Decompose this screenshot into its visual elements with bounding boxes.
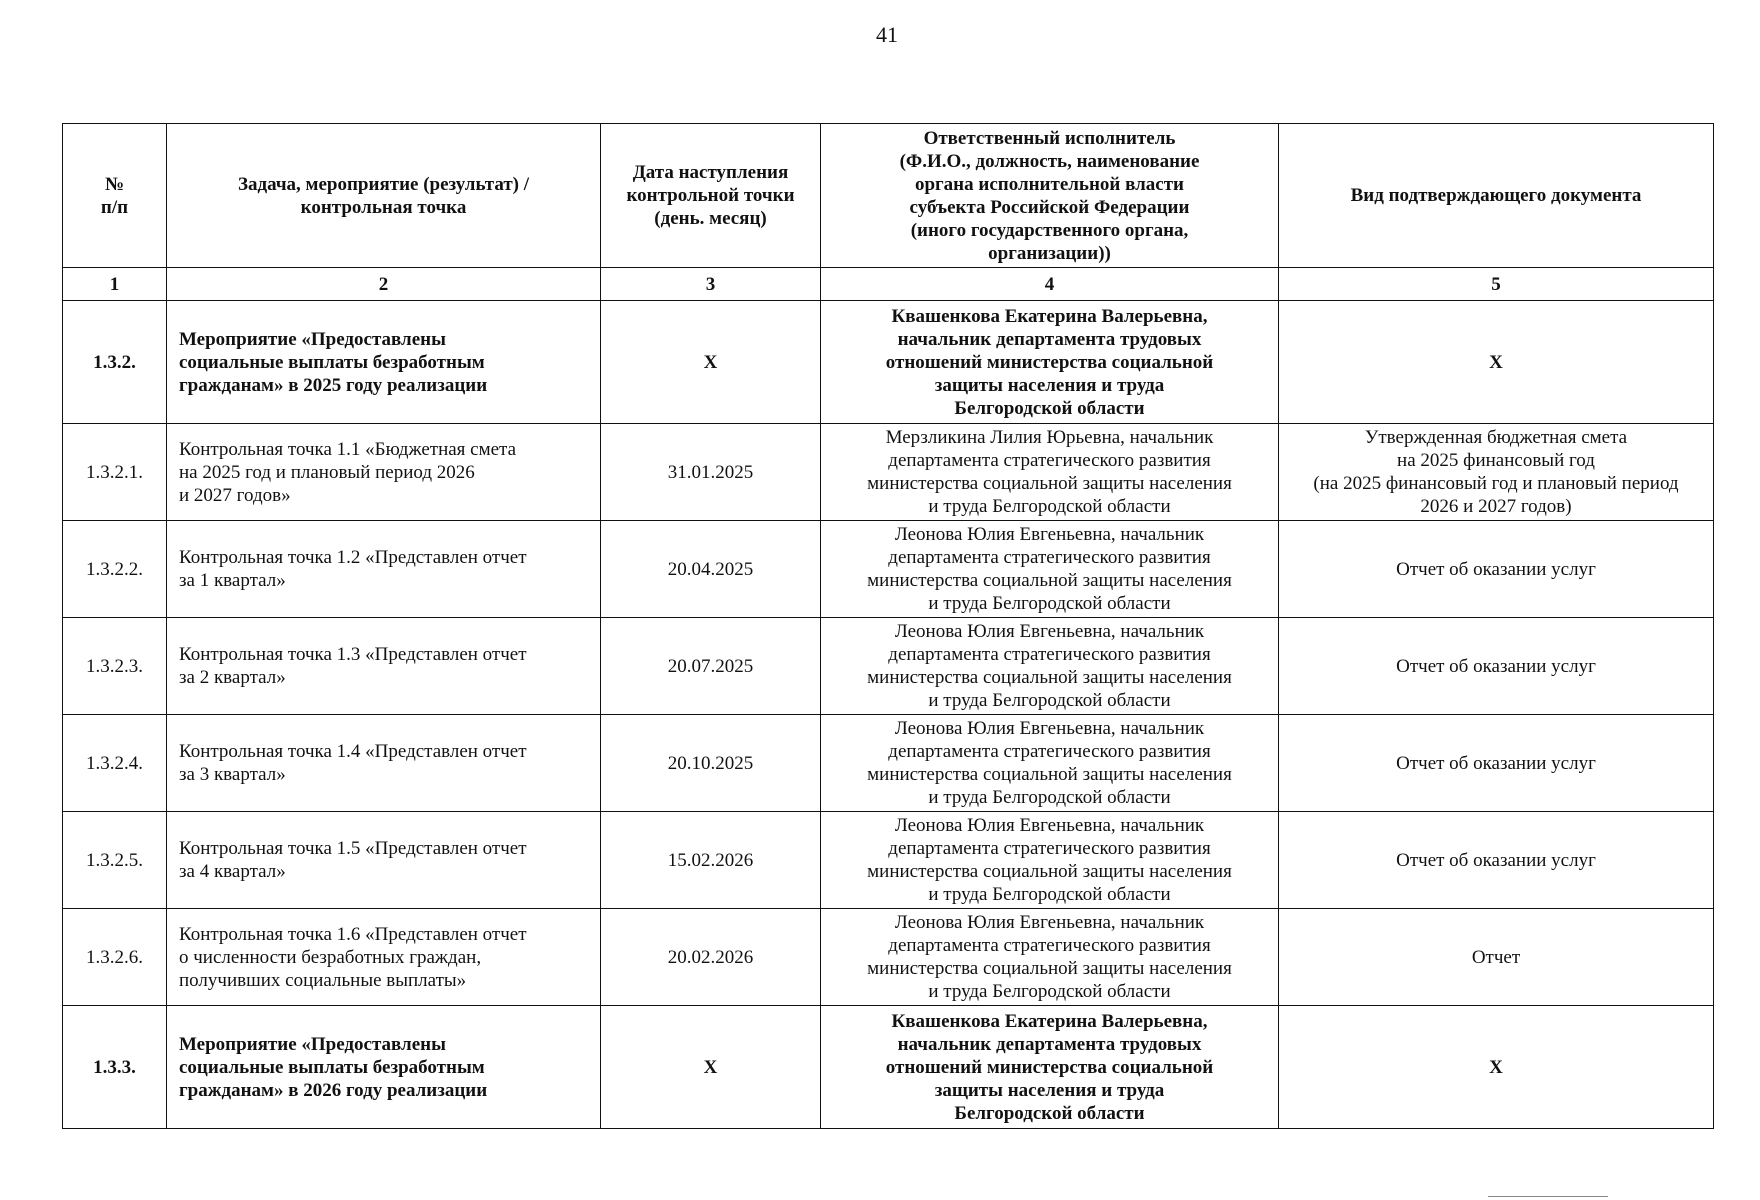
row-date: 20.10.2025 — [601, 715, 821, 812]
event-row — [63, 301, 1714, 424]
row-document: X — [1279, 301, 1714, 424]
row-number: 1.3.2.5. — [63, 812, 167, 909]
row-date: 31.01.2025 — [601, 424, 821, 521]
header-responsible-text: Ответственный исполнитель (Ф.И.О., должность, наименование органа исполнительной власти субъекта Российской Федерации (иного государственного органа, организации)) — [899, 127, 1200, 264]
row-document: X — [1279, 1006, 1714, 1129]
row-document: Отчет — [1279, 909, 1714, 1006]
table-row — [63, 521, 1714, 618]
row-task: Контрольная точка 1.1 «Бюджетная смета на 2025 год и плановый период 2026 и 2027 годов» — [167, 424, 601, 521]
row-date: X — [601, 1006, 821, 1129]
row-number: 1.3.2.4. — [63, 715, 167, 812]
row-responsible: Леонова Юлия Евгеньевна, начальник департамента стратегического развития министерства социальной защиты населения и труда Белгородской области — [821, 812, 1279, 909]
header-number — [63, 124, 167, 268]
column-number-4: 4 — [821, 268, 1279, 301]
row-task: Контрольная точка 1.6 «Представлен отчет о численности безработных граждан, получивших социальные выплаты» — [167, 909, 601, 1006]
column-number-row — [63, 268, 1714, 301]
row-task: Контрольная точка 1.5 «Представлен отчет за 4 квартал» — [167, 812, 601, 909]
row-date: 20.04.2025 — [601, 521, 821, 618]
row-date: 20.02.2026 — [601, 909, 821, 1006]
row-task: Контрольная точка 1.3 «Представлен отчет за 2 квартал» — [167, 618, 601, 715]
row-number: 1.3.2. — [63, 301, 167, 424]
header-document — [1279, 124, 1714, 268]
column-number-5: 5 — [1279, 268, 1714, 301]
column-number-3: 3 — [601, 268, 821, 301]
row-responsible: Леонова Юлия Евгеньевна, начальник департамента стратегического развития министерства социальной защиты населения и труда Белгородской области — [821, 521, 1279, 618]
column-number-1: 1 — [63, 268, 167, 301]
table-row — [63, 618, 1714, 715]
table-row — [63, 909, 1714, 1006]
row-responsible: Квашенкова Екатерина Валерьевна, начальник департамента трудовых отношений министерства социальной защиты населения и труда Белгородской области — [821, 301, 1279, 424]
row-number: 1.3.2.1. — [63, 424, 167, 521]
row-document: Отчет об оказании услуг — [1279, 618, 1714, 715]
row-task: Контрольная точка 1.4 «Представлен отчет за 3 квартал» — [167, 715, 601, 812]
row-number: 1.3.2.3. — [63, 618, 167, 715]
row-number: 1.3.2.2. — [63, 521, 167, 618]
row-document: Утвержденная бюджетная смета на 2025 финансовый год (на 2025 финансовый год и плановый период 2026 и 2027 годов) — [1279, 424, 1714, 521]
row-date: X — [601, 301, 821, 424]
row-responsible: Леонова Юлия Евгеньевна, начальник департамента стратегического развития министерства социальной защиты населения и труда Белгородской области — [821, 715, 1279, 812]
row-date: 20.07.2025 — [601, 618, 821, 715]
scan-line-mark — [1488, 1196, 1608, 1197]
row-task: Мероприятие «Предоставлены социальные выплаты безработным гражданам» в 2026 году реализации — [167, 1006, 601, 1129]
table-header-row — [63, 124, 1714, 268]
row-document: Отчет об оказании услуг — [1279, 715, 1714, 812]
table-row — [63, 812, 1714, 909]
row-responsible: Квашенкова Екатерина Валерьевна, начальник департамента трудовых отношений министерства социальной защиты населения и труда Белгородской области — [821, 1006, 1279, 1129]
header-number-text: № п/п — [100, 173, 129, 218]
row-document: Отчет об оказании услуг — [1279, 812, 1714, 909]
event-row — [63, 1006, 1714, 1129]
row-document: Отчет об оказании услуг — [1279, 521, 1714, 618]
header-date — [601, 124, 821, 268]
row-task: Контрольная точка 1.2 «Представлен отчет за 1 квартал» — [167, 521, 601, 618]
header-responsible — [821, 124, 1279, 268]
row-number: 1.3.3. — [63, 1006, 167, 1129]
table-row — [63, 715, 1714, 812]
page-number: 41 — [876, 22, 898, 47]
control-points-table — [62, 123, 1714, 1129]
header-task-text: Задача, мероприятие (результат) / контрольная точка — [237, 173, 530, 218]
table-row — [63, 424, 1714, 521]
row-responsible: Леонова Юлия Евгеньевна, начальник департамента стратегического развития министерства социальной защиты населения и труда Белгородской области — [821, 909, 1279, 1006]
row-date: 15.02.2026 — [601, 812, 821, 909]
column-number-2: 2 — [167, 268, 601, 301]
row-number: 1.3.2.6. — [63, 909, 167, 1006]
header-document-text: Вид подтверждающего документа — [1350, 185, 1642, 206]
row-task: Мероприятие «Предоставлены социальные выплаты безработным гражданам» в 2025 году реализации — [167, 301, 601, 424]
header-date-text: Дата наступления контрольной точки (день. месяц) — [626, 162, 795, 229]
row-responsible: Мерзликина Лилия Юрьевна, начальник департамента стратегического развития министерства социальной защиты населения и труда Белгородской области — [821, 424, 1279, 521]
header-task — [167, 124, 601, 268]
row-responsible: Леонова Юлия Евгеньевна, начальник департамента стратегического развития министерства социальной защиты населения и труда Белгородской области — [821, 618, 1279, 715]
